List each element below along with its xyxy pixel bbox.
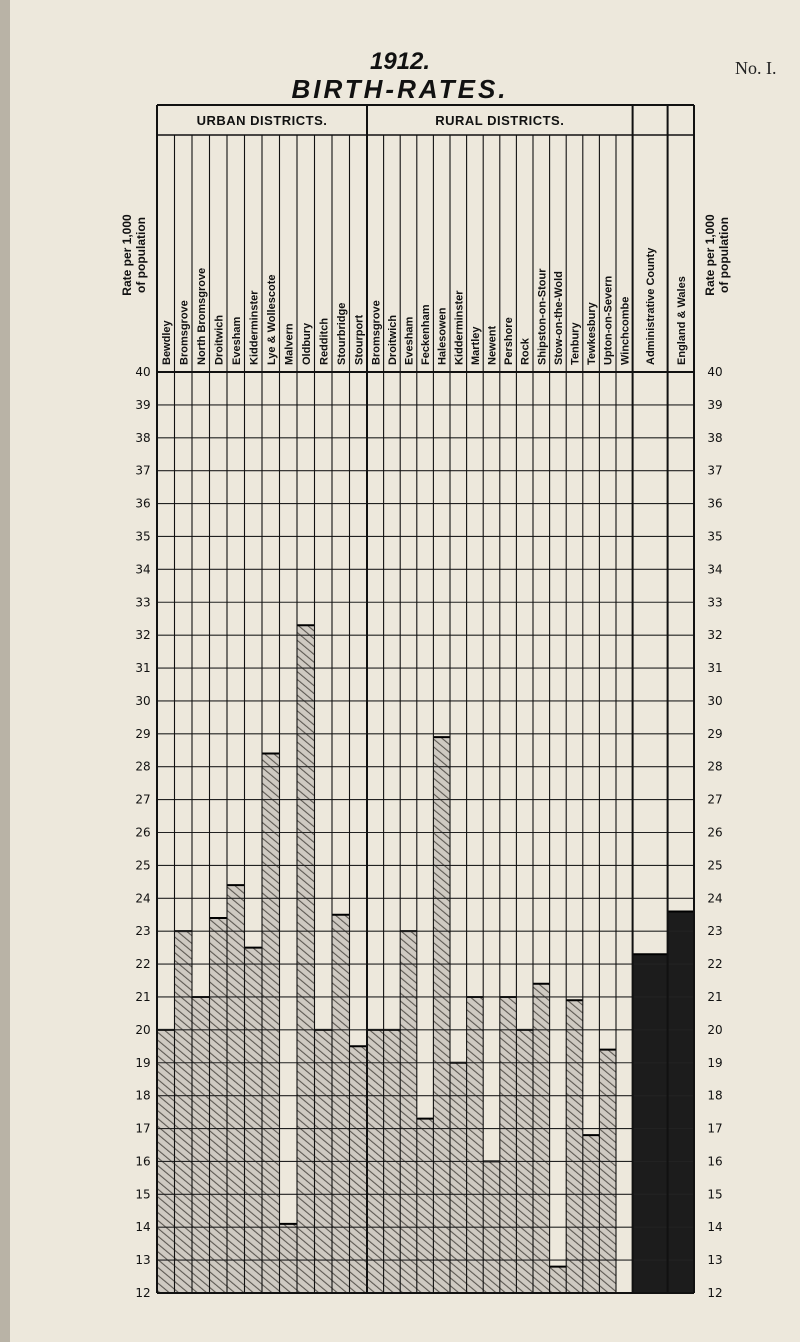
column-label: Newent	[486, 325, 499, 365]
column-label: Kidderminster	[453, 290, 466, 365]
column-label: Evesham	[403, 316, 416, 365]
column-headers-layer	[161, 113, 688, 365]
y-tick-right: 15	[707, 1187, 723, 1202]
y-tick-left: 14	[135, 1220, 151, 1235]
y-tick-left: 21	[135, 989, 151, 1004]
bar-kidderminster-rural	[450, 1063, 467, 1293]
y-tick-right: 27	[707, 792, 723, 807]
y-tick-right: 40	[707, 365, 723, 379]
y-axis-label-left: Rate per 1,000of population	[120, 214, 148, 296]
chart-title: BIRTH-RATES.	[291, 74, 509, 104]
y-tick-left: 19	[135, 1055, 151, 1070]
bar-bromsgrove-urban	[175, 931, 193, 1293]
plate-number: No. I.	[735, 58, 777, 78]
y-tick-left: 17	[135, 1121, 151, 1136]
y-tick-right: 25	[707, 858, 723, 873]
column-label: Tenbury	[569, 322, 582, 365]
bar-evesham-rural	[400, 931, 417, 1293]
column-label: Stourbridge	[335, 302, 348, 365]
y-axis-label-right: Rate per 1,000of population	[703, 214, 731, 296]
y-tick-right: 35	[707, 529, 723, 544]
y-tick-right: 32	[707, 628, 723, 643]
y-tick-left: 32	[135, 628, 151, 643]
column-label: Malvern	[283, 323, 296, 365]
y-tick-right: 16	[707, 1154, 723, 1169]
column-label: North Bromsgrove	[195, 267, 208, 365]
y-tick-right: 39	[707, 397, 723, 412]
group-header-rural: RURAL DISTRICTS.	[435, 113, 565, 128]
group-header-urban: URBAN DISTRICTS.	[196, 113, 328, 128]
bar-administrative-county	[633, 954, 668, 1293]
y-tick-left: 30	[135, 693, 151, 708]
column-label: Martley	[469, 326, 482, 365]
y-tick-right: 24	[707, 891, 723, 906]
column-label: Rock	[519, 338, 532, 365]
bar-malvern-urban	[280, 1224, 298, 1293]
y-tick-right: 28	[707, 759, 723, 774]
y-tick-left: 20	[135, 1022, 151, 1037]
y-tick-left: 37	[135, 463, 151, 478]
y-tick-left: 29	[135, 726, 151, 741]
bar-oldbury-urban	[297, 625, 315, 1293]
y-tick-left: 24	[135, 891, 151, 906]
y-tick-left: 28	[135, 759, 151, 774]
y-tick-right: 30	[707, 693, 723, 708]
column-label: Redditch	[318, 317, 331, 365]
y-tick-left: 33	[135, 595, 151, 610]
column-label: Bewdley	[160, 320, 173, 365]
y-tick-left: 35	[135, 529, 151, 544]
bar-feckenham-rural	[417, 1119, 434, 1293]
column-label: Upton-on-Severn	[602, 275, 615, 365]
column-label: Kidderminster	[248, 290, 261, 365]
y-tick-left: 12	[135, 1286, 151, 1300]
column-label: Pershore	[503, 317, 516, 365]
bar-tenbury-rural	[566, 1000, 583, 1293]
y-tick-right: 14	[707, 1220, 723, 1235]
y-tick-right: 33	[707, 595, 723, 610]
y-tick-right: 34	[707, 562, 723, 577]
y-tick-right: 17	[707, 1121, 723, 1136]
column-label: Halesowen	[436, 307, 449, 365]
column-label: Bromsgrove	[370, 300, 383, 365]
bar-droitwich-urban	[210, 918, 228, 1293]
y-tick-right: 37	[707, 463, 723, 478]
y-tick-left: 40	[135, 365, 151, 379]
y-tick-left: 27	[135, 792, 151, 807]
y-tick-right: 26	[707, 825, 723, 840]
bar-halesowen-rural	[433, 737, 450, 1293]
bar-stourbridge-urban	[332, 915, 350, 1293]
y-tick-right: 36	[707, 496, 723, 511]
column-label: Feckenham	[420, 304, 433, 365]
y-tick-right: 19	[707, 1055, 723, 1070]
bar-martley-rural	[467, 997, 484, 1293]
y-tick-left: 26	[135, 825, 151, 840]
column-label: England & Wales	[675, 276, 688, 365]
y-tick-left: 16	[135, 1154, 151, 1169]
column-label: Shipston-on-Stour	[536, 268, 549, 365]
column-label: Tewkesbury	[586, 302, 599, 365]
bar-north-bromsgrove-urban	[192, 997, 210, 1293]
bar-england-wales	[668, 911, 694, 1293]
column-label: Lye & Wollescote	[265, 274, 278, 365]
y-tick-left: 13	[135, 1253, 151, 1268]
bar-upton-on-severn-rural	[599, 1050, 616, 1293]
y-tick-left: 23	[135, 924, 151, 939]
y-tick-right: 38	[707, 430, 723, 445]
y-tick-left: 36	[135, 496, 151, 511]
y-tick-right: 31	[707, 661, 723, 676]
bar-kidderminster-urban	[245, 948, 263, 1293]
bar-tewkesbury-rural	[583, 1135, 600, 1293]
column-label: Droitwich	[213, 314, 226, 365]
y-tick-right: 21	[707, 989, 723, 1004]
column-label: Administrative County	[645, 247, 658, 365]
bar-stourport-urban	[350, 1046, 368, 1293]
column-label: Droitwich	[386, 314, 399, 365]
y-tick-left: 22	[135, 957, 151, 972]
y-tick-right: 12	[707, 1286, 723, 1300]
y-tick-right: 13	[707, 1253, 723, 1268]
column-label: Evesham	[230, 316, 243, 365]
column-label: Oldbury	[300, 322, 313, 365]
bar-evesham-urban	[227, 885, 245, 1293]
bar-pershore-rural	[500, 997, 517, 1293]
y-tick-left: 25	[135, 858, 151, 873]
column-label: Winchcombe	[619, 296, 632, 365]
bar-lye-wollescote-urban	[262, 754, 280, 1293]
y-tick-left: 34	[135, 562, 151, 577]
bars-layer	[157, 625, 694, 1293]
y-tick-left: 18	[135, 1088, 151, 1103]
column-label: Stow-on-the-Wold	[552, 271, 565, 365]
column-label: Stourport	[353, 314, 366, 365]
y-tick-right: 29	[707, 726, 723, 741]
chart-year: 1912.	[369, 48, 431, 75]
y-tick-left: 38	[135, 430, 151, 445]
y-tick-right: 23	[707, 924, 723, 939]
y-tick-left: 31	[135, 661, 151, 676]
y-tick-right: 18	[707, 1088, 723, 1103]
y-tick-right: 20	[707, 1022, 723, 1037]
y-tick-left: 39	[135, 397, 151, 412]
column-label: Bromsgrove	[178, 300, 191, 365]
bar-stow-on-the-wold-rural	[550, 1267, 567, 1293]
y-tick-left: 15	[135, 1187, 151, 1202]
y-tick-right: 22	[707, 957, 723, 972]
